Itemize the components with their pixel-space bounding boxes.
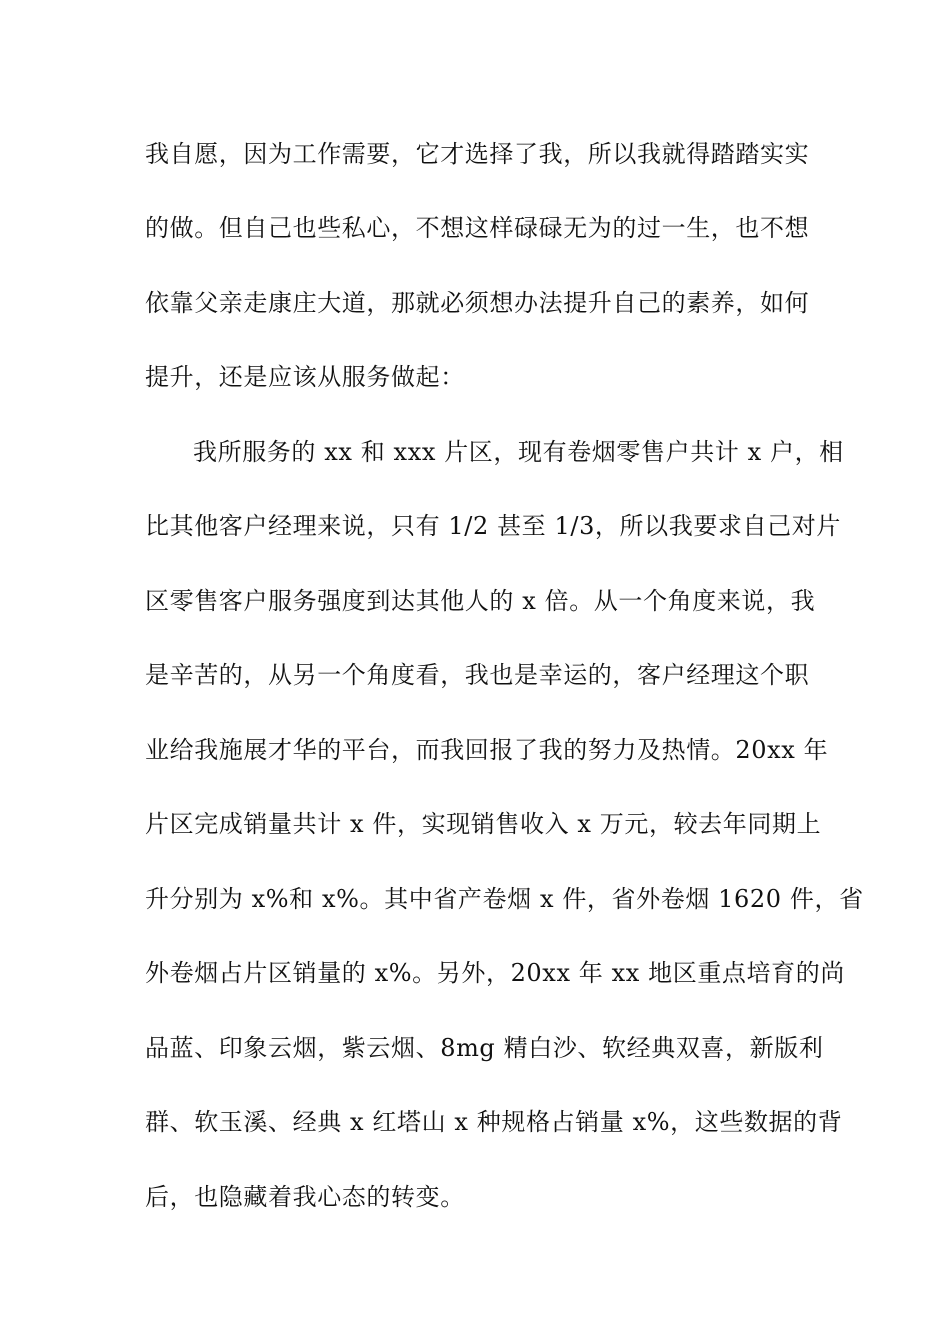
paragraph-start-line: 我所服务的 xx 和 xxx 片区，现有卷烟零售户共计 x 户，相 (193, 438, 844, 466)
text-line-7: 区零售客户服务强度到达其他人的 x 倍。从一个角度来说，我 (145, 587, 816, 615)
text-line-14: 群、软玉溪、经典 x 红塔山 x 种规格占销量 x%，这些数据的背 (145, 1108, 843, 1136)
text-line-11: 升分别为 x%和 x%。其中省产卷烟 x 件，省外卷烟 1620 件，省 (145, 885, 864, 913)
text-line-9: 业给我施展才华的平台，而我回报了我的努力及热情。20xx 年 (145, 736, 829, 764)
text-line-6: 比其他客户经理来说，只有 1/2 甚至 1/3，所以我要求自己对片 (145, 512, 841, 540)
text-line-2: 的做。但自己也些私心，不想这样碌碌无为的过一生，也不想 (145, 214, 810, 242)
text-line-15: 后，也隐藏着我心态的转变。 (145, 1183, 465, 1211)
text-line-4: 提升，还是应该从服务做起： (145, 363, 465, 391)
text-line-3: 依靠父亲走康庄大道，那就必须想办法提升自己的素养，如何 (145, 289, 810, 317)
text-line-8: 是辛苦的，从另一个角度看，我也是幸运的，客户经理这个职 (145, 661, 810, 689)
text-line-10: 片区完成销量共计 x 件，实现销售收入 x 万元，较去年同期上 (145, 810, 822, 838)
text-line-12: 外卷烟占片区销量的 x%。另外，20xx 年 xx 地区重点培育的尚 (145, 959, 845, 987)
text-line-1: 我自愿，因为工作需要，它才选择了我，所以我就得踏踏实实 (145, 140, 810, 168)
text-line-13: 品蓝、印象云烟，紫云烟、8mg 精白沙、软经典双喜，新版利 (145, 1034, 824, 1062)
